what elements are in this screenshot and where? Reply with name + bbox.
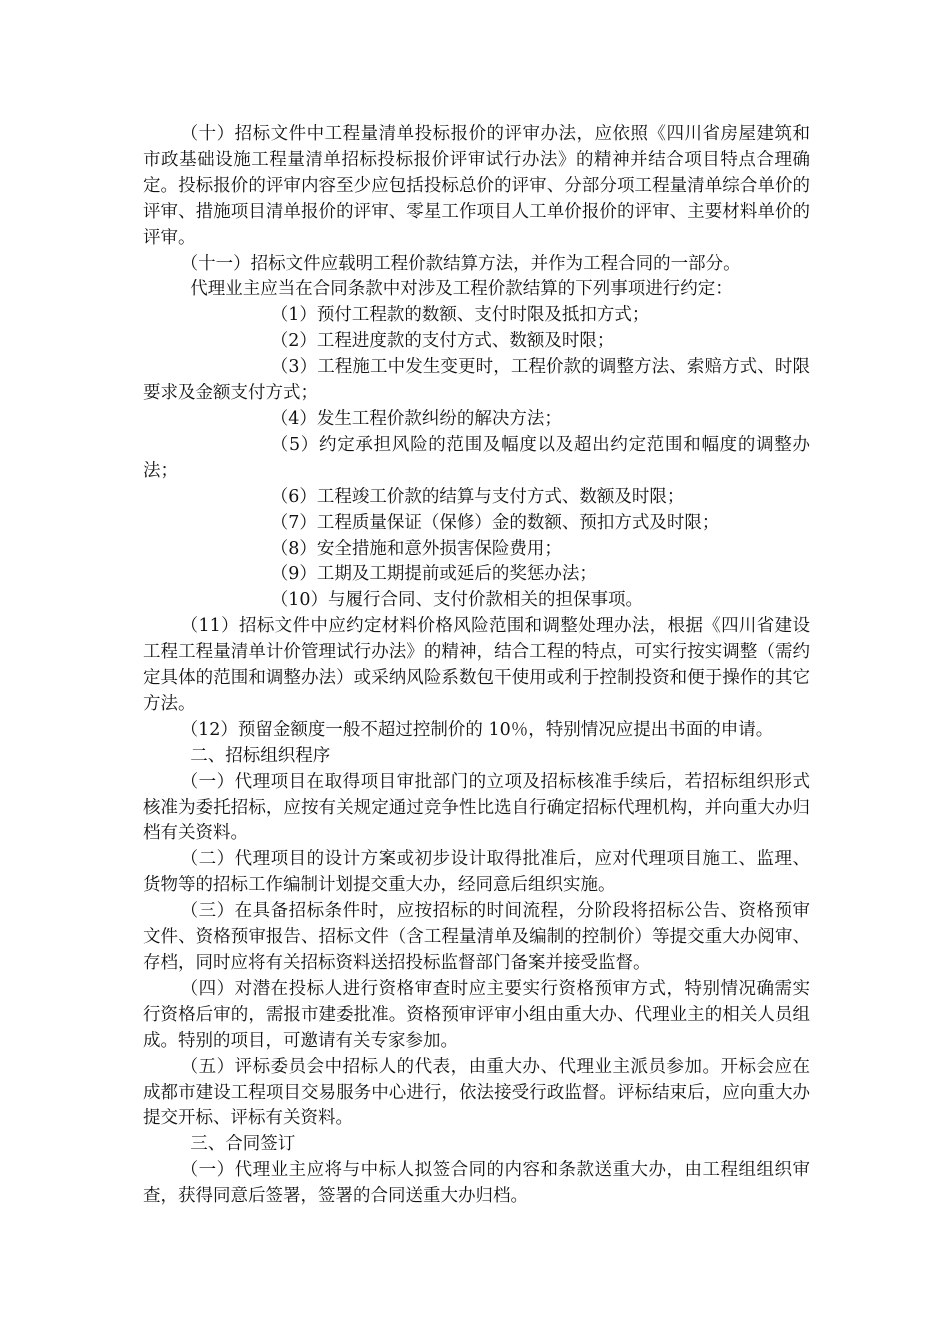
paragraph: （2）工程进度款的支付方式、数额及时限； [270, 331, 615, 352]
paragraph: （五）评标委员会中招标人的代表，由重大办、代理业主派员参加。开标会应在成都市建设工程项目交易服务中心进行，依法接受行政监督。评标结束后，应向重大办提交开标、评标有关资料。 [143, 1056, 810, 1129]
paragraph: （3）工程施工中发生变更时，工程价款的调整方法、索赔方式、时限要求及金额支付方式； [143, 357, 810, 404]
paragraph: （11）招标文件中应约定材料价格风险范围和调整处理办法，根据《四川省建设工程工程量清单计价管理试行办法》的精神，结合工程的特点，可实行按实调整（需约定具体的范围和调整办法）或采纳风险系数包干使用或利于控制投资和便于操作的其它方法。 [143, 616, 810, 714]
paragraph: （9）工期及工期提前或延后的奖惩办法； [270, 564, 597, 585]
paragraph: （三）在具备招标条件时，应按招标的时间流程，分阶段将招标公告、资格预审文件、资格预审报告、招标文件（含工程量清单及编制的控制价）等提交重大办阅审、存档，同时应将有关招标资料送招投标监督部门备案并接受监督。 [143, 901, 810, 973]
paragraph: （一）代理项目在取得项目审批部门的立项及招标核准手续后，若招标组织形式核准为委托招标，应按有关规定通过竞争性比选自行确定招标代理机构，并向重大办归档有关资料。 [143, 771, 810, 844]
paragraph: （8）安全措施和意外损害保险费用； [270, 538, 562, 559]
paragraph: （十一）招标文件应载明工程价款结算方法，并作为工程合同的一部分。 [180, 253, 741, 274]
section-heading: 二、招标组织程序 [190, 745, 331, 766]
paragraph: （四）对潜在投标人进行资格审查时应主要实行资格预审方式，特别情况确需实行资格后审的，需报市建委批准。资格预审评审小组由重大办、代理业主的相关人员组成。特别的项目，可邀请有关专家参加。 [143, 978, 810, 1051]
paragraph: （10）与履行合同、支付价款相关的担保事项。 [270, 590, 644, 611]
paragraph: （十）招标文件中工程量清单投标报价的评审办法，应依照《四川省房屋建筑和市政基础设施工程量清单招标投标报价评审试行办法》的精神并结合项目特点合理确定。投标报价的评审内容至少应包括投标总价的评审、分部分项工程量清单综合单价的评审、措施项目清单报价的评审、零星工作项目人工单价报价的评审、主要材料单价的评审。 [143, 124, 810, 248]
document-body [143, 122, 810, 1210]
paragraph: （一）代理业主应将与中标人拟签合同的内容和条款送重大办，由工程组组织审查，获得同意后签署，签署的合同送重大办归档。 [143, 1160, 810, 1207]
paragraph: （1）预付工程款的数额、支付时限及抵扣方式； [270, 305, 650, 326]
paragraph: （6）工程竣工价款的结算与支付方式、数额及时限； [270, 486, 685, 507]
paragraph: （12）预留金额度一般不超过控制价的 10％，特别情况应提出书面的申请。 [180, 719, 774, 740]
paragraph: （7）工程质量保证（保修）金的数额、预扣方式及时限； [270, 512, 720, 533]
paragraph: 代理业主应当在合同条款中对涉及工程价款结算的下列事项进行约定： [190, 279, 733, 300]
paragraph: （4）发生工程价款纠纷的解决方法； [270, 408, 562, 429]
section-heading: 三、合同签订 [190, 1134, 296, 1155]
paragraph: （5）约定承担风险的范围及幅度以及超出约定范围和幅度的调整办法； [143, 434, 810, 481]
paragraph: （二）代理项目的设计方案或初步设计取得批准后，应对代理项目施工、监理、货物等的招标工作编制计划提交重大办，经同意后组织实施。 [143, 849, 810, 896]
